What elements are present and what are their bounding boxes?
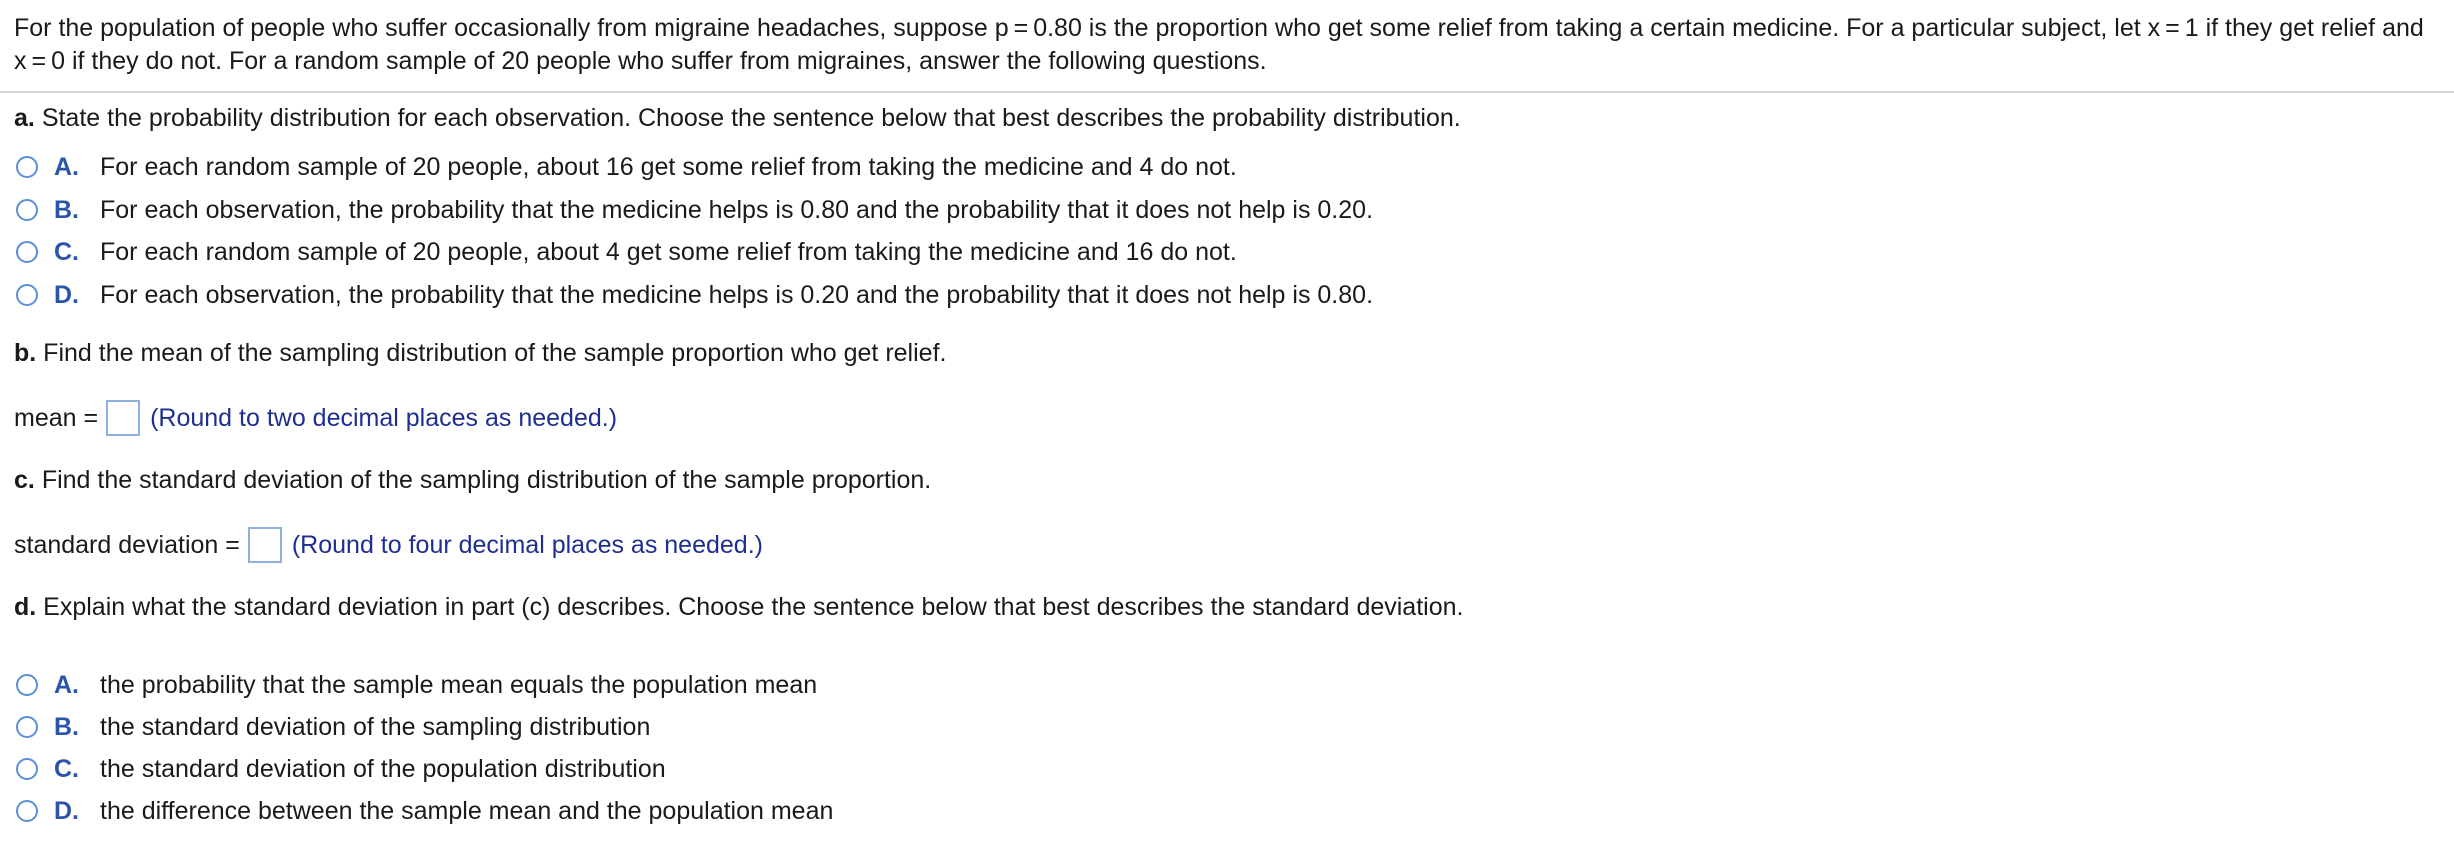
part-d-option-c[interactable] [16,752,666,786]
part-c-label: c. [14,466,35,494]
part-d-question [14,593,1463,622]
option-letter: A. [54,152,79,181]
part-d-label: d. [14,593,37,621]
part-b-label: b. [14,339,37,367]
mean-label: mean = [14,403,99,432]
sd-input[interactable] [248,527,282,563]
radio-icon[interactable] [16,241,38,263]
option-text: the difference between the sample mean and the population mean [100,796,834,825]
option-letter: B. [54,712,79,741]
part-a-label: a. [14,104,35,132]
radio-icon[interactable] [16,716,38,738]
part-a-option-a[interactable] [16,150,1237,184]
radio-icon[interactable] [16,199,38,221]
part-c-question-text: Find the standard deviation of the sampling distribution of the sample proportion. [41,466,932,494]
part-d-option-b[interactable] [16,710,650,744]
mean-input[interactable] [106,400,140,436]
radio-icon[interactable] [16,800,38,822]
sd-answer-row [14,526,763,564]
part-c-question [14,466,931,495]
radio-icon[interactable] [16,156,38,178]
part-a-option-c[interactable] [16,235,1237,269]
part-b-question [14,339,946,368]
option-letter: A. [54,670,79,699]
option-text: the probability that the sample mean equals the population mean [100,670,818,699]
option-text: the standard deviation of the sampling distribution [100,712,651,741]
option-text: the standard deviation of the population distribution [100,754,666,783]
part-b-question-text: Find the mean of the sampling distribution of the sample proportion who get relief. [43,339,947,367]
part-a-option-b[interactable] [16,193,1373,227]
part-d-question-text: Explain what the standard deviation in part (c) describes. Choose the sentence below that best describes the standard deviation. [43,593,1464,621]
divider [0,91,2454,93]
sd-label: standard deviation = [14,530,240,559]
option-letter: D. [54,796,79,825]
option-letter: D. [54,280,79,309]
sd-hint: (Round to four decimal places as needed.) [291,530,763,559]
radio-icon[interactable] [16,674,38,696]
problem-intro: For the population of people who suffer occasionally from migraine headaches, suppose p = 0.80 is the proportion who get some relief from taking a certain medicine. For a particular subject, let x = 1 if they get relief and x = 0 if they do not. For a random sample of 20 people who suffer from migraines, answer the following questions. [14,14,2424,75]
part-d-option-d[interactable] [16,794,833,828]
option-text: For each observation, the probability that the medicine helps is 0.80 and the probability that it does not help is 0.20. [100,195,1374,224]
mean-answer-row [14,399,617,437]
mean-hint: (Round to two decimal places as needed.) [150,403,618,432]
option-letter: C. [54,754,79,783]
option-text: For each random sample of 20 people, about 4 get some relief from taking the medicine and 16 do not. [100,237,1237,266]
option-letter: B. [54,195,79,224]
option-text: For each observation, the probability that the medicine helps is 0.20 and the probability that it does not help is 0.80. [100,280,1374,309]
option-text: For each random sample of 20 people, about 16 get some relief from taking the medicine and 4 do not. [100,152,1237,181]
part-a-question-text: State the probability distribution for each observation. Choose the sentence below that best describes the probability distribution. [41,104,1461,132]
part-a-question [14,104,1461,133]
radio-icon[interactable] [16,758,38,780]
part-d-option-a[interactable] [16,668,817,702]
option-letter: C. [54,237,79,266]
radio-icon[interactable] [16,284,38,306]
part-a-option-d[interactable] [16,278,1373,312]
